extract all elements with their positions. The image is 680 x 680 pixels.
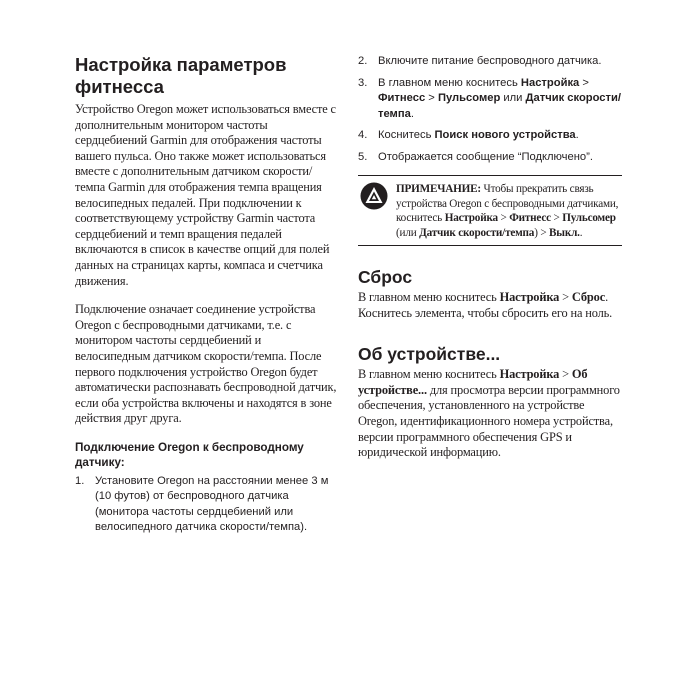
step-text: Отображается сообщение “Подключено”. bbox=[378, 150, 593, 163]
text-part: В главном меню коснитесь bbox=[358, 290, 500, 304]
menu-path-heart-rate: Пульсомер bbox=[437, 92, 501, 104]
about-title: Об устройстве... bbox=[358, 344, 501, 365]
text-part: . Коснитесь элемента, чтобы сбросить его на ноль. bbox=[358, 290, 613, 320]
menu-path-fitness: Фитнесс bbox=[378, 92, 426, 104]
menu-path-settings: Настройка bbox=[499, 290, 560, 304]
text-part: для просмотра версии программного обеспечения, установленного на устройстве Oregon, идентификационного номера устройства, версии программного обеспечения GPS и юридической информацию. bbox=[358, 382, 620, 460]
list-item bbox=[358, 128, 626, 144]
note-text-part: (или bbox=[396, 226, 420, 239]
separator: ) > bbox=[534, 226, 550, 239]
list-item bbox=[75, 474, 337, 536]
step-text-part: Коснитесь bbox=[378, 129, 435, 141]
separator: > bbox=[579, 76, 589, 89]
menu-path-about: Об устройстве... bbox=[358, 367, 588, 397]
step-text-part: . bbox=[410, 107, 414, 120]
menu-path-off: Выкл. bbox=[549, 226, 580, 239]
step-number: 4. bbox=[358, 129, 368, 141]
fitness-intro-paragraph: Устройство Oregon может использоваться вместе с дополнительным монитором частоты сердцебиений Garmin для отображения частоты вашего пульса. Оно также может использоваться вместе с дополнительным датчиком скорости/темпа Garmin для отображения темпа вращения велосипедных педалей. При подключении к соответствующему устройству Garmin частота сердцебиений и темп вращения педалей включаются в список в качестве опций для полей данных на страницах карты, компаса и счетчика движения. bbox=[75, 102, 336, 288]
pairing-steps-list-continued bbox=[358, 54, 626, 165]
garmin-note-icon bbox=[360, 182, 388, 210]
note-text-part: . bbox=[579, 226, 583, 239]
step-text bbox=[378, 128, 626, 144]
pairing-paragraph: Подключение означает соединение устройства Oregon с беспроводными датчиками, т.е. с монитором частоты сердцебиений и велосипедным датчиком скорости/темпа. После первого подключения устройство Oregon будет автоматически распознавать беспроводной датчик, если оба устройства включены и находятся в зоне действия друг друга. bbox=[75, 302, 337, 426]
right-column bbox=[358, 54, 626, 461]
menu-path-search-device: Поиск нового устройства bbox=[434, 129, 576, 141]
step-text: Установите Oregon на расстоянии менее 3 м (10 футов) от беспроводного датчика (монитора частоты сердцебиений или велосипедного датчика скорости/темпа). bbox=[95, 474, 329, 534]
separator: > bbox=[425, 92, 438, 104]
menu-path-speed-cadence: Датчик скорости/темпа bbox=[378, 92, 621, 120]
pairing-subheading: Подключение Oregon к беспроводному датчику: bbox=[75, 440, 304, 469]
list-item bbox=[358, 150, 626, 166]
menu-path-heart-rate: Пульсомер bbox=[562, 212, 616, 224]
step-number: 2. bbox=[358, 55, 368, 67]
separator: > bbox=[497, 212, 510, 224]
about-paragraph bbox=[358, 367, 626, 461]
step-number: 5. bbox=[358, 150, 368, 163]
menu-path-reset: Сброс bbox=[571, 290, 606, 304]
step-text bbox=[378, 76, 626, 123]
left-column bbox=[75, 54, 337, 536]
note-text-part: Чтобы прекратить связь устройства Oregon с беспроводными датчиками, коснитесь bbox=[396, 183, 619, 224]
menu-path-fitness: Фитнесс bbox=[509, 212, 551, 224]
menu-path-settings: Настройка bbox=[444, 212, 498, 224]
step-text-part: или bbox=[500, 92, 526, 104]
step-number: 3. bbox=[358, 76, 368, 89]
list-item bbox=[358, 76, 626, 123]
menu-path-settings: Настройка bbox=[520, 76, 580, 89]
reset-paragraph bbox=[358, 290, 626, 321]
menu-path-settings: Настройка bbox=[499, 367, 560, 382]
step-text-part: В главном меню коснитесь bbox=[378, 76, 521, 89]
pairing-steps-list bbox=[75, 474, 337, 536]
note-label: ПРИМЕЧАНИЕ: bbox=[396, 183, 481, 195]
fitness-settings-title: Настройка параметров фитнесса bbox=[75, 54, 287, 97]
note-text bbox=[396, 182, 622, 240]
text-part: В главном меню коснитесь bbox=[358, 367, 500, 382]
separator: > bbox=[559, 367, 572, 382]
separator: > bbox=[550, 212, 563, 224]
step-text: Включите питание беспроводного датчика. bbox=[378, 55, 602, 67]
reset-title: Сброс bbox=[358, 267, 413, 287]
note-box bbox=[358, 175, 622, 246]
step-text-part: . bbox=[575, 129, 579, 141]
menu-path-speed-cadence: Датчик скорости/темпа bbox=[419, 226, 535, 239]
separator: > bbox=[559, 290, 572, 304]
step-number: 1. bbox=[75, 474, 85, 487]
list-item bbox=[358, 54, 626, 70]
